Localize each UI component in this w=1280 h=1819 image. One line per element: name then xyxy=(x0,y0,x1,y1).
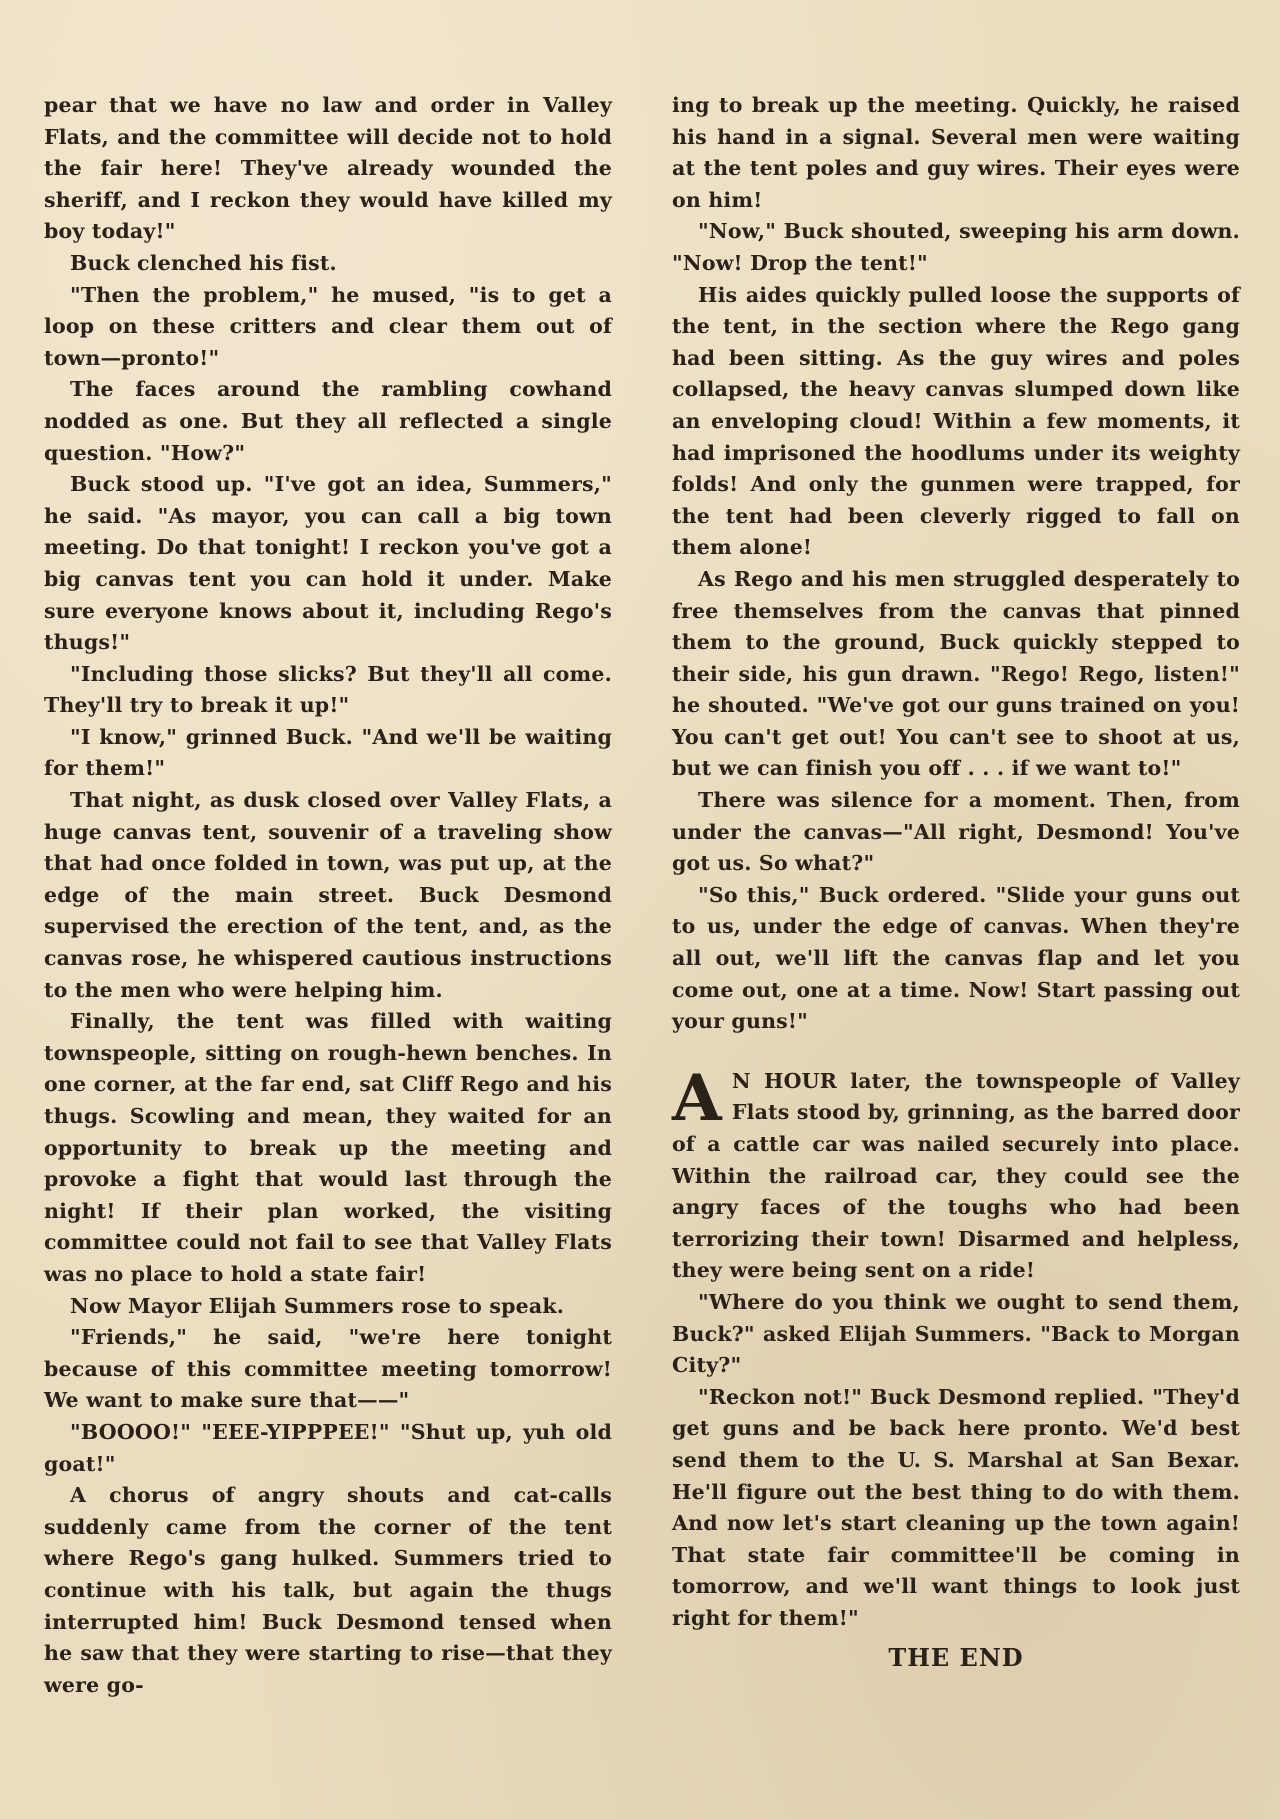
section-break xyxy=(672,1038,1240,1066)
paragraph: "I know," grinned Buck. "And we'll be waiting for them!" xyxy=(44,724,612,781)
paragraph: "BOOOO!" "EEE-YIPPPEE!" "Shut up, yuh old goat!" xyxy=(44,1419,612,1476)
paragraph: Now Mayor Elijah Summers rose to speak. xyxy=(70,1293,565,1318)
paragraph: "Then the problem," he mused, "is to get a loop on these critters and clear them out of town—pronto!" xyxy=(44,282,612,370)
left-column xyxy=(44,90,612,1701)
right-column xyxy=(672,90,1240,1672)
section-opening-paragraph xyxy=(672,1060,1240,1287)
paragraph: That night, as dusk closed over Valley Flats, a huge canvas tent, souvenir of a traveling show that had once folded in town, was put up, at the edge of the main street. Buck Desmond supervised the erection of the tent, and, as the canvas rose, he whispered cautious instructions to the men who were helping him. xyxy=(44,788,612,1002)
paragraph: Buck stood up. "I've got an idea, Summers," he said. "As mayor, you can call a big town meeting. Do that tonight! I reckon you've got a big canvas tent you can hold it under. Make sure everyone knows about it, including Rego's thugs!" xyxy=(44,472,612,655)
paragraph: "So this," Buck ordered. "Slide your guns out to us, under the edge of canvas. When they're all out, we'll lift the canvas flap and let you come out, one at a time. Now! Start passing out your guns!" xyxy=(672,882,1240,1034)
the-end-label: THE END xyxy=(888,1642,1024,1672)
paragraph: Finally, the tent was filled with waiting townspeople, sitting on rough-hewn benches. In one corner, at the far end, sat Cliff Rego and his thugs. Scowling and mean, they waited for an opportunity to break up the meeting and provoke a fight that would last through the night! If their plan worked, the visiting committee could not fail to see that Valley Flats was no place to hold a state fair! xyxy=(44,1009,612,1286)
paragraph: ing to break up the meeting. Quickly, he raised his hand in a signal. Several men were waiting at the tent poles and guy wires. Their eyes were on him! xyxy=(672,93,1240,212)
paragraph: There was silence for a moment. Then, from under the canvas—"All right, Desmond! You've got us. So what?" xyxy=(672,788,1240,876)
paragraph: Buck clenched his fist. xyxy=(70,250,337,275)
paragraph: "Where do you think we ought to send them, Buck?" asked Elijah Summers. "Back to Morgan City?" xyxy=(672,1289,1240,1378)
paragraph: pear that we have no law and order in Valley Flats, and the committee will decide not to hold the fair here! They've already wounded the sheriff, and I reckon they would have killed my boy today!" xyxy=(44,93,612,244)
paragraph: "Reckon not!" Buck Desmond replied. "They'd get guns and be back here pronto. We'd best send them to the U. S. Marshal at San Bexar. He'll figure out the best thing to do with them. And now let's start cleaning up the town again! That state fair committee'll be coming in tomorrow, and we'll want things to look just right for them!" xyxy=(672,1384,1240,1630)
section-opening-text: N HOUR later, the townspeople of Valley Flats stood by, grinning, as the barred door of a cattle car was nailed securely into place. Within the railroad car, they could see the angry faces of the toughs who had been terrorizing their town! Disarmed and helpless, they were being sent on a ride! xyxy=(672,1068,1240,1283)
paragraph: "Including those slicks? But they'll all come. They'll try to break it up!" xyxy=(44,661,612,718)
paragraph: "Now," Buck shouted, sweeping his arm down. "Now! Drop the tent!" xyxy=(672,219,1240,275)
paragraph: "Friends," he said, "we're here tonight because of this committee meeting tomorrow! We want to make sure that——" xyxy=(44,1325,612,1413)
drop-cap: A xyxy=(672,1060,722,1136)
paragraph: A chorus of angry shouts and cat-calls suddenly came from the corner of the tent where Rego's gang hulked. Summers tried to continue with his talk, but again the thugs interrupted him! Buck Desmond tensed when he saw that they were starting to rise—that they were go- xyxy=(44,1483,612,1697)
paragraph: As Rego and his men struggled desperately to free themselves from the canvas that pinned them to the ground, Buck quickly stepped to their side, his gun drawn. "Rego! Rego, listen!" he shouted. "We've got our guns trained on you! You can't get out! You can't see to shoot at us, but we can finish you off . . . if we want to!" xyxy=(672,566,1240,781)
paragraph: His aides quickly pulled loose the supports of the tent, in the section where the Rego gang had been sitting. As the guy wires and poles collapsed, the heavy canvas slumped down like an enveloping cloud! Within a few moments, it had imprisoned the hoodlums under its weighty folds! And only the gunmen were trapped, for the tent had been cleverly rigged to fall on them alone! xyxy=(672,282,1240,560)
paragraph: The faces around the rambling cowhand nodded as one. But they all reflected a single question. "How?" xyxy=(44,377,612,465)
